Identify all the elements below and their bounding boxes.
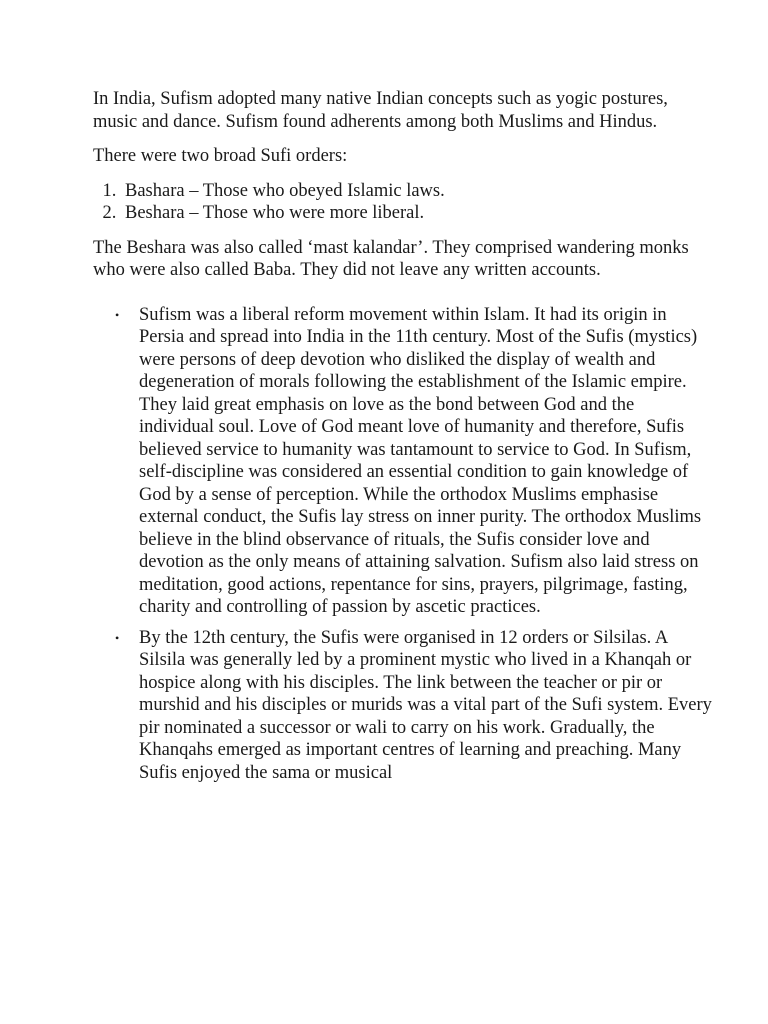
bullet-text: By the 12th century, the Sufis were organised in 12 orders or Silsilas. A Silsila was generally led by a prominent mystic who lived in a Khanqah or hospice along with his disciples. The link between the teacher or pir or murshid and his disciples or murids was a vital part of the Sufi system. Every pir nominated a successor or wali to carry on his work. Gradually, the Khanqahs emerged as important centres of learning and preaching. Many Sufis enjoyed the sama or musical bbox=[139, 627, 712, 783]
bullet-icon: • bbox=[115, 307, 120, 322]
list-item bbox=[93, 627, 713, 785]
intro-paragraph: In India, Sufism adopted many native Indian concepts such as yogic postures, music and dance. Sufism found adherents among both Muslims and Hindus. bbox=[93, 89, 668, 132]
list-item: 2. Beshara – Those who were more liberal. bbox=[121, 202, 713, 225]
list-item bbox=[93, 304, 713, 619]
bullet-list bbox=[93, 304, 713, 785]
bullet-icon: • bbox=[115, 630, 120, 645]
beshara-paragraph: The Beshara was also called ‘mast kalandar’. They comprised wandering monks who were also called Baba. They did not leave any written accounts. bbox=[93, 237, 689, 280]
orders-list bbox=[93, 180, 713, 225]
document-page bbox=[93, 88, 713, 792]
orders-intro: There were two broad Sufi orders: bbox=[93, 146, 348, 166]
list-item: 1. Bashara – Those who obeyed Islamic laws. bbox=[121, 180, 713, 203]
bullet-text: Sufism was a liberal reform movement within Islam. It had its origin in Persia and spread into India in the 11th century. Most of the Sufis (mystics) were persons of deep devotion who disliked the display of wealth and degeneration of morals following the establishment of the Islamic empire. They laid great emphasis on love as the bond between God and the individual soul. Love of God meant love of humanity and therefore, Sufis believed service to humanity was tantamount to service to God. In Sufism, self-discipline was considered an essential condition to gain knowledge of God by a sense of perception. While the orthodox Muslims emphasise external conduct, the Sufis lay stress on inner purity. The orthodox Muslims believe in the blind observance of rituals, the Sufis consider love and devotion as the only means of attaining salvation. Sufism also laid stress on meditation, good actions, repentance for sins, prayers, pilgrimage, fasting, charity and controlling of passion by ascetic practices. bbox=[139, 304, 702, 617]
